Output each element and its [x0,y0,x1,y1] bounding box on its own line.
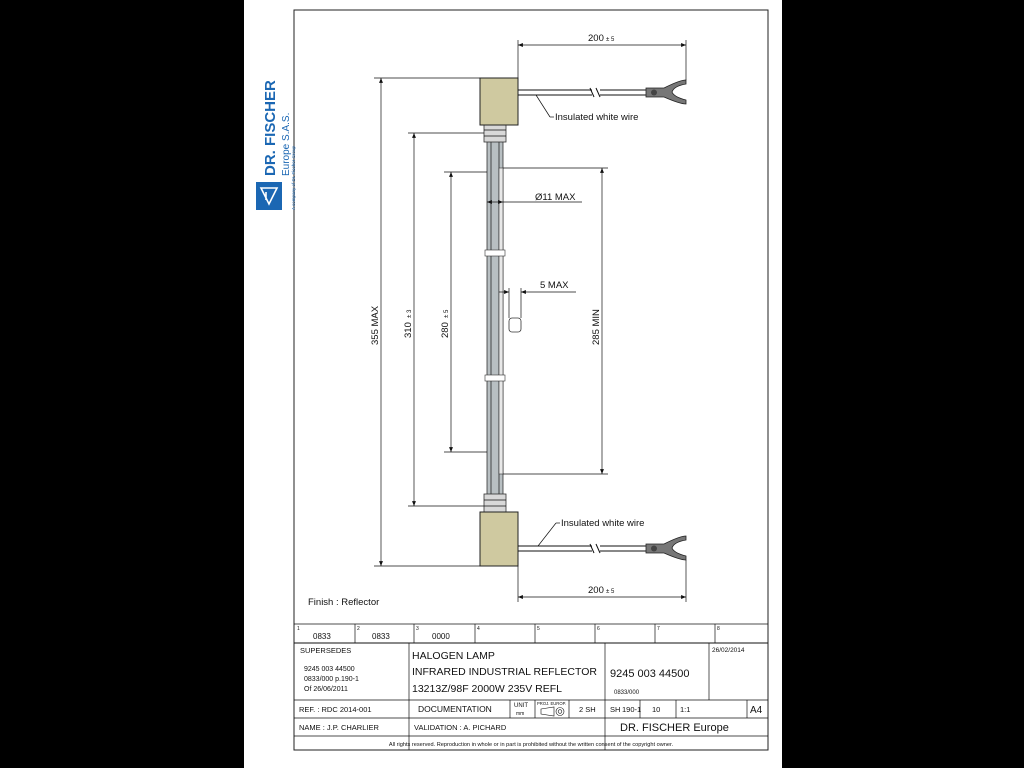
scale: 1:1 [680,705,691,714]
validation: VALIDATION : A. PICHARD [414,723,507,732]
index-5: 5 [537,626,540,632]
finish-note: Finish : Reflector [308,597,380,608]
dim-310: 310 [403,322,414,338]
index-6: 6 [597,626,600,632]
sheet-border [294,10,768,750]
index-2: 2 [357,626,360,632]
logo-mark [256,182,282,210]
rev-cell: 0000 [432,632,450,641]
collar-top [484,124,506,142]
exhaust-tip [509,318,521,332]
leader-wire-bottom [538,518,644,546]
wire-top [518,80,686,104]
dim-280-tol: ± 5 [444,309,450,318]
label-wire-bottom: Insulated white wire [561,518,645,529]
collar-bottom [484,494,506,512]
dim-310-tol: ± 3 [407,309,413,318]
dim-280: 280 [440,322,451,338]
dim-200-top-tol: ± 5 [606,37,615,43]
dimension-wire-bottom [518,560,686,602]
supersedes-line: 9245 003 44500 [304,666,355,673]
index-1: 1 [297,626,300,632]
unit-label: UNIT [514,703,528,709]
dim-285: 285 MIN [591,309,602,345]
rev-cell: 0833 [372,632,390,641]
dim-200-bottom: 200 [588,585,604,596]
dimension-overall [370,78,480,566]
lamp [480,78,521,566]
reflector-band [499,168,503,474]
company-name: DR. FISCHER Europe [620,722,729,734]
dim-5-max: 5 MAX [540,280,569,291]
dim-200-top: 200 [588,33,604,44]
index-7: 7 [657,626,660,632]
ref: REF. : RDC 2014-001 [299,705,372,714]
dim-diameter: Ø11 MAX [535,192,576,203]
company-logo [256,80,296,210]
sh-label: SH [610,705,621,714]
proj-label: PROJ. EUROP. [537,701,567,706]
supersedes-line: 0833/000 p.190-1 [304,676,359,683]
index-8: 8 [717,626,720,632]
leader-wire-top [536,95,638,123]
index-4: 4 [477,626,480,632]
dimension-wire-top [518,33,686,80]
filament-support [485,250,505,256]
sheets: 2 SH [579,705,596,714]
part-number: 9245 003 44500 [610,668,690,680]
filament-support [485,375,505,381]
label-wire-top: Insulated white wire [555,112,639,123]
logo-company: Europe S.A.S. [281,112,292,176]
name: NAME : J.P. CHARLIER [299,723,379,732]
description-line: HALOGEN LAMP [412,650,495,662]
dimension-310 [403,133,484,506]
rev-cell: 0833 [313,632,331,641]
dimension-280 [440,172,487,452]
index-3: 3 [416,626,419,632]
title-block [294,624,768,750]
logo-tagline: A company of Dr. Fischer Group [291,145,296,210]
logo-brand: DR. FISCHER [262,80,279,176]
supersedes-line: Of 26/06/2011 [304,686,348,693]
sub-number: 0833/000 [614,690,640,696]
format: A4 [750,705,763,716]
description-line: INFRARED INDUSTRIAL REFLECTOR [412,666,597,678]
sh-count: 10 [652,705,661,714]
description-line: 13213Z/98F 2000W 235V REFL [412,683,563,695]
supersedes-label: SUPERSEDES [300,646,352,655]
drawing-sheet [244,0,782,768]
dimension-offset [499,280,576,318]
documentation: DOCUMENTATION [418,704,492,714]
sh-value: 190-1 [622,705,642,714]
date: 26/02/2014 [712,647,745,654]
ceramic-cap-bottom [480,512,518,566]
projection-symbol [541,707,564,716]
unit-value: mm [516,711,525,717]
dim-355: 355 MAX [370,305,381,345]
copyright: All rights reserved. Reproduction in whole or in part is prohibited without the written consent of the copyright owner. [388,742,674,748]
technical-drawing [244,0,782,768]
ceramic-cap-top [480,78,518,125]
dim-200-bottom-tol: ± 5 [606,589,615,595]
